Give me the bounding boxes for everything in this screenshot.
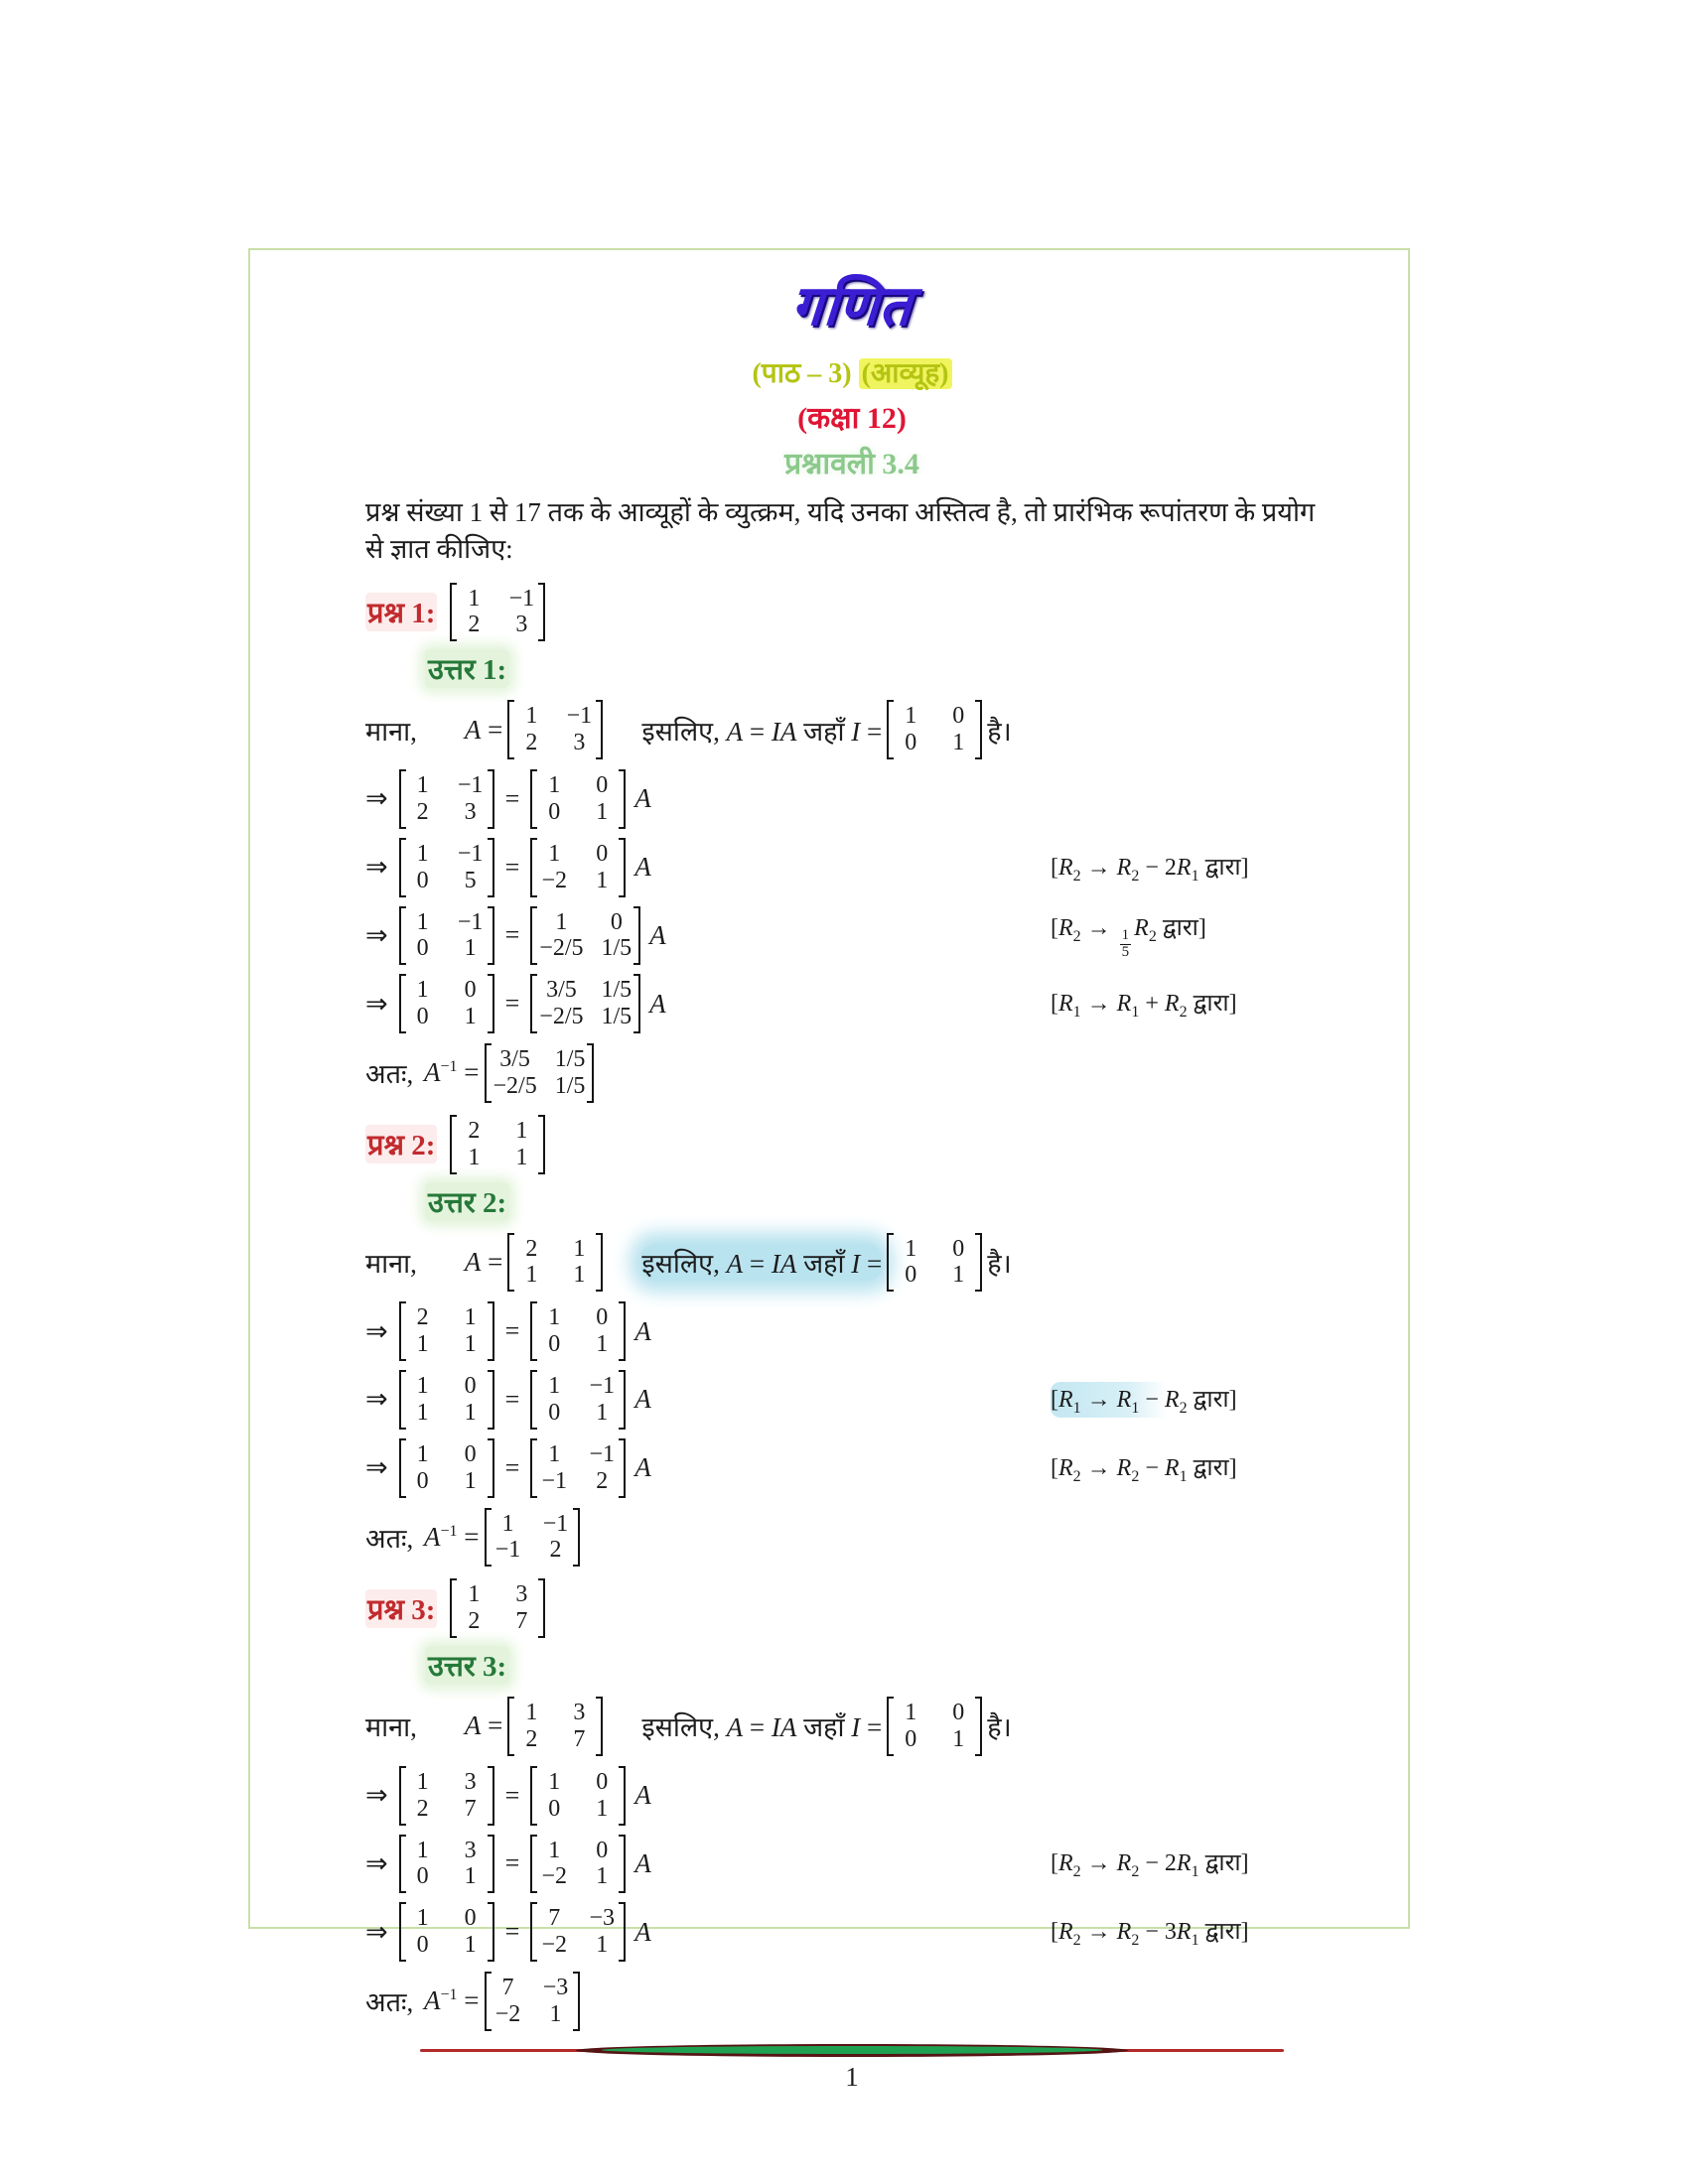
equals-sign: = (504, 1848, 520, 1878)
chapter-line (365, 353, 1338, 391)
matrix (399, 1835, 494, 1894)
implies-arrow-icon: ⇒ (365, 1452, 388, 1484)
solution-step (365, 838, 1338, 897)
matrix-cell: 2 (468, 612, 481, 638)
matrix-cell: 1 (464, 935, 477, 962)
answer-label: उत्तर 2: (425, 1182, 509, 1221)
matrix-cell: 0 (548, 1331, 561, 1358)
matrix-cell: 2 (468, 1117, 481, 1144)
solution-setup (365, 1697, 1338, 1756)
matrix-cell: 1 (416, 1905, 429, 1932)
implies-arrow-icon: ⇒ (365, 919, 388, 951)
matrix-cell: 1 (596, 1932, 609, 1959)
matrix-cell: 7 (573, 1725, 586, 1752)
matrix-cell: 0 (416, 1467, 429, 1494)
result-line (365, 1972, 1338, 2031)
matrix-cell: 1/5 (554, 1046, 586, 1072)
matrix-cell: 1/5 (554, 1072, 586, 1099)
matrix-cell: 1 (573, 1262, 586, 1289)
matrix (530, 1370, 626, 1430)
setup-identity-clause: इसलिए, A = IA जहाँ I = (641, 1712, 883, 1743)
matrix-cell: 1 (548, 1373, 561, 1399)
page-title: गणित (788, 276, 914, 338)
matrix-cell: −3 (589, 1905, 616, 1932)
matrix-variable: A (634, 852, 651, 883)
matrix-cell: 0 (464, 1373, 477, 1399)
matrix (399, 1766, 494, 1826)
matrix (507, 1697, 603, 1756)
matrix (530, 838, 626, 897)
matrix-cell: 1 (905, 1235, 917, 1262)
matrix-cell: −2 (541, 1863, 568, 1890)
matrix-cell: 0 (416, 1004, 429, 1030)
matrix-cell: 1 (416, 772, 429, 798)
question-block (365, 1115, 1338, 1568)
matrix-cell: 1 (464, 1304, 477, 1331)
matrix (450, 1578, 545, 1638)
matrix-cell: 1 (596, 798, 609, 825)
equals-sign: = (504, 920, 520, 950)
matrix (530, 906, 640, 966)
matrix-cell: −1 (566, 703, 593, 730)
matrix-variable: A (634, 1384, 651, 1415)
matrix-cell: 0 (548, 798, 561, 825)
matrix-cell: 5 (464, 867, 477, 893)
matrix-cell: −1 (457, 908, 484, 935)
matrix-cell: 0 (596, 1768, 609, 1795)
matrix-cell: 7 (464, 1795, 477, 1822)
matrix-cell: 0 (905, 1262, 917, 1289)
setup-let: A = (464, 1246, 503, 1277)
matrix (399, 838, 494, 897)
setup-let: A = (464, 1710, 503, 1741)
solution-step (365, 1370, 1338, 1430)
row-operation-note: [$R_2$ → $\frac{1}{5}$ $R_2$ द्वारा] (1051, 915, 1206, 960)
matrix (530, 1766, 626, 1826)
page-number: 1 (845, 2061, 859, 2092)
matrix-cell: 0 (952, 703, 965, 730)
matrix-cell: 0 (905, 1725, 917, 1752)
question-block (365, 1578, 1338, 2031)
matrix-cell: −2 (494, 2000, 521, 2027)
matrix-cell: 1 (525, 703, 538, 730)
matrix-cell: 0 (548, 1399, 561, 1426)
equals-sign: = (504, 783, 520, 813)
setup-tail: है। (987, 716, 1012, 747)
matrix-cell: 7 (501, 1975, 514, 2000)
matrix-cell: 1 (416, 1331, 429, 1358)
matrix-cell: 1 (548, 1304, 561, 1331)
equals-sign: = (504, 1917, 520, 1947)
matrix-cell: 7 (548, 1905, 561, 1932)
matrix-cell: 0 (416, 935, 429, 962)
matrix-cell: −1 (589, 1440, 616, 1467)
matrix-cell: 1 (464, 1331, 477, 1358)
solution-step (365, 769, 1338, 829)
matrix-cell: 2 (525, 1235, 538, 1262)
solution-step (365, 1438, 1338, 1498)
inverse-variable: $A^{-1}$ = (423, 1521, 480, 1552)
implies-arrow-icon: ⇒ (365, 1384, 388, 1416)
matrix-cell: 0 (952, 1700, 965, 1725)
equals-sign: = (504, 1316, 520, 1346)
matrix-cell: 1 (464, 1863, 477, 1890)
solution-step (365, 974, 1338, 1033)
matrix (887, 1697, 982, 1756)
matrix-cell: 1 (548, 840, 561, 867)
setup-lead: माना, (365, 1712, 417, 1743)
inverse-variable: $A^{-1}$ = (423, 1057, 480, 1088)
matrix-cell: 1 (596, 1399, 609, 1426)
matrix-cell: 1 (468, 1144, 481, 1170)
row-operation-note: [$R_2 \to R_2 - 2R_1$ द्वारा] (1051, 1850, 1249, 1881)
matrix-cell: −1 (589, 1373, 616, 1399)
matrix-variable: A (634, 1780, 651, 1811)
matrix-cell: 3 (573, 730, 586, 756)
row-operation-note: [$R_1 \to R_1 - R_2$ द्वारा] (1051, 1382, 1237, 1418)
matrix (399, 769, 494, 829)
matrix-cell: 0 (464, 977, 477, 1004)
matrix-cell: 1 (573, 1235, 586, 1262)
solution-step (365, 906, 1338, 966)
solution-setup (365, 1233, 1338, 1293)
result-line (365, 1508, 1338, 1568)
matrix-cell: 1 (416, 908, 429, 935)
matrix-cell: 1 (416, 1440, 429, 1467)
matrix-cell: 0 (464, 1905, 477, 1932)
matrix-cell: 1 (952, 1725, 965, 1752)
result-lead: अतः, (365, 1059, 414, 1090)
matrix (530, 1835, 626, 1894)
equals-sign: = (504, 852, 520, 882)
matrix (530, 1301, 626, 1361)
matrix-cell: 1 (548, 772, 561, 798)
matrix (450, 1115, 545, 1174)
questions-container (365, 579, 1338, 2043)
matrix-cell: 3 (515, 612, 528, 638)
answer-label: उत्तर 3: (425, 1646, 509, 1685)
row-operation-note: [$R_1 \to R_1 + R_2$ द्वारा] (1051, 991, 1237, 1022)
matrix (507, 1233, 603, 1293)
equals-sign: = (504, 989, 520, 1019)
matrix-variable: A (634, 783, 651, 814)
row-operation-note: [$R_2 \to R_2 - 2R_1$ द्वारा] (1051, 854, 1249, 885)
matrix-cell: 1 (468, 585, 481, 612)
question-label: प्रश्न 2: (365, 1125, 437, 1163)
matrix-cell: 2 (416, 1795, 429, 1822)
matrix-cell: −1 (457, 840, 484, 867)
matrix-cell: 1 (416, 840, 429, 867)
matrix-cell: 1 (464, 1932, 477, 1959)
matrix (485, 1508, 580, 1568)
setup-lead: माना, (365, 716, 417, 747)
chapter-number: (पाठ – 3) (752, 358, 852, 389)
setup-identity-clause: इसलिए, A = IA जहाँ I = (641, 716, 883, 747)
matrix-variable: A (634, 1315, 651, 1346)
divider-lens-green (602, 2046, 1103, 2054)
matrix-cell: 1 (416, 977, 429, 1004)
question-label: प्रश्न 3: (365, 1589, 437, 1628)
question-line (365, 1115, 1338, 1174)
matrix-cell: −1 (542, 1510, 569, 1537)
matrix-cell: 1 (416, 1837, 429, 1863)
matrix-variable: A (649, 988, 666, 1019)
page-footer (365, 2043, 1338, 2097)
matrix-cell: 1 (464, 1004, 477, 1030)
matrix-cell: 1 (525, 1262, 538, 1289)
matrix (399, 1438, 494, 1498)
matrix-cell: −2/5 (539, 1004, 584, 1030)
matrix-cell: 0 (596, 772, 609, 798)
matrix-cell: 3/5 (499, 1046, 530, 1072)
matrix-cell: 1 (596, 1331, 609, 1358)
question-line (365, 583, 1338, 642)
setup-tail: है। (987, 1248, 1012, 1279)
answer-label: उत्तर 1: (425, 649, 509, 688)
matrix-cell: 2 (468, 1608, 481, 1635)
matrix-variable: A (634, 1452, 651, 1483)
intro-text: प्रश्न संख्या 1 से 17 तक के आव्यूहों के व्युत्क्रम, यदि उनका अस्तित्व है, तो प्रारंभिक रूपांतरण के प्रयोग से ज्ञात कीजिए: (365, 497, 1316, 565)
question-line (365, 1578, 1338, 1638)
matrix-cell: 1 (464, 1399, 477, 1426)
matrix-cell: 1 (416, 1399, 429, 1426)
matrix-cell: 0 (548, 1795, 561, 1822)
matrix-cell: 3 (464, 1837, 477, 1863)
matrix (399, 1370, 494, 1430)
matrix-cell: 1 (548, 1837, 561, 1863)
implies-arrow-icon: ⇒ (365, 783, 388, 815)
equals-sign: = (504, 1780, 520, 1810)
setup-let: A = (464, 714, 503, 745)
solution-step (365, 1835, 1338, 1894)
matrix (485, 1043, 595, 1103)
matrix-cell: 2 (416, 1304, 429, 1331)
matrix-cell: 1 (548, 1440, 561, 1467)
matrix (399, 1301, 494, 1361)
matrix-cell: 1 (555, 908, 568, 935)
matrix-cell: 1 (549, 2000, 562, 2027)
matrix-cell: 1 (416, 1373, 429, 1399)
matrix-cell: 1 (468, 1581, 481, 1608)
matrix-cell: 2 (525, 1725, 538, 1752)
matrix (887, 700, 982, 759)
row-operation-note: [$R_2 \to R_2 - R_1$ द्वारा] (1051, 1454, 1237, 1485)
matrix-cell: −1 (508, 585, 535, 612)
inverse-variable: $A^{-1}$ = (423, 1985, 480, 2016)
matrix-variable: A (634, 1847, 651, 1878)
result-lead: अतः, (365, 1523, 414, 1554)
matrix-cell: −2/5 (492, 1072, 537, 1099)
matrix-cell: −2 (541, 1932, 568, 1959)
implies-arrow-icon: ⇒ (365, 1780, 388, 1812)
matrix (530, 974, 640, 1033)
matrix (450, 583, 545, 642)
matrix-cell: 7 (515, 1608, 528, 1635)
solution-setup (365, 700, 1338, 759)
matrix-cell: 1 (416, 1768, 429, 1795)
matrix-cell: 1 (515, 1144, 528, 1170)
matrix-cell: 0 (596, 1304, 609, 1331)
result-line (365, 1043, 1338, 1103)
setup-tail: है। (987, 1712, 1012, 1743)
solution-step (365, 1301, 1338, 1361)
matrix-cell: −2 (541, 867, 568, 893)
matrix-cell: −1 (541, 1467, 568, 1494)
solution-step (365, 1766, 1338, 1826)
matrix (530, 1902, 626, 1962)
matrix-cell: 1 (464, 1467, 477, 1494)
matrix-cell: 3 (464, 1768, 477, 1795)
matrix-cell: 2 (525, 730, 538, 756)
matrix-cell: 0 (905, 730, 917, 756)
matrix (507, 700, 603, 759)
solution-step (365, 1902, 1338, 1962)
matrix-cell: 0 (610, 908, 623, 935)
matrix-cell: 1 (596, 867, 609, 893)
implies-arrow-icon: ⇒ (365, 988, 388, 1020)
matrix-cell: 1 (596, 1795, 609, 1822)
matrix-cell: 1 (548, 1768, 561, 1795)
chapter-topic: (आव्यूह) (859, 358, 952, 389)
equals-sign: = (504, 1384, 520, 1414)
implies-arrow-icon: ⇒ (365, 1916, 388, 1948)
result-lead: अतः, (365, 1987, 414, 2018)
matrix-cell: 1/5 (601, 935, 633, 962)
matrix-cell: −1 (494, 1537, 521, 1564)
matrix-cell: 1 (596, 1863, 609, 1890)
matrix (530, 1438, 626, 1498)
implies-arrow-icon: ⇒ (365, 1847, 388, 1879)
equals-sign: = (504, 1452, 520, 1482)
matrix-cell: 3 (573, 1700, 586, 1725)
matrix-cell: 1 (905, 1700, 917, 1725)
matrix-cell: 3 (515, 1581, 528, 1608)
matrix (399, 906, 494, 966)
matrix (530, 769, 626, 829)
matrix-cell: 0 (596, 1837, 609, 1863)
class-line: (कक्षा 12) (797, 402, 907, 435)
matrix-cell: 3/5 (546, 977, 577, 1004)
matrix-cell: −1 (457, 772, 484, 798)
matrix-cell: 0 (596, 840, 609, 867)
matrix (485, 1972, 580, 2031)
matrix (399, 1902, 494, 1962)
exercise-line: प्रश्नावली 3.4 (784, 448, 919, 480)
setup-lead: माना, (365, 1248, 417, 1279)
matrix-cell: 1 (952, 730, 965, 756)
matrix-variable: A (649, 919, 666, 950)
matrix-cell: 2 (549, 1537, 562, 1564)
implies-arrow-icon: ⇒ (365, 852, 388, 884)
matrix-cell: 0 (952, 1235, 965, 1262)
row-operation-note: [$R_2 \to R_2 - 3R_1$ द्वारा] (1051, 1919, 1249, 1950)
matrix-cell: 3 (464, 798, 477, 825)
matrix (399, 974, 494, 1033)
matrix-cell: 0 (464, 1440, 477, 1467)
matrix-cell: 0 (416, 1932, 429, 1959)
footer-divider-ornament (420, 2043, 1284, 2058)
matrix-cell: 0 (416, 867, 429, 893)
matrix-cell: 1 (905, 703, 917, 730)
implies-arrow-icon: ⇒ (365, 1315, 388, 1347)
matrix-cell: 1 (952, 1262, 965, 1289)
question-label: प्रश्न 1: (365, 593, 437, 631)
matrix (887, 1233, 982, 1293)
matrix-cell: 2 (596, 1467, 609, 1494)
matrix-cell: 0 (416, 1863, 429, 1890)
page-sheet (248, 248, 1410, 2092)
matrix-cell: 1/5 (601, 1004, 633, 1030)
matrix-cell: 1 (501, 1510, 514, 1537)
matrix-cell: 1 (515, 1117, 528, 1144)
matrix-cell: −2/5 (539, 935, 584, 962)
setup-identity-clause: इसलिए, A = IA जहाँ I = (641, 1244, 882, 1281)
matrix-cell: 1/5 (601, 977, 633, 1004)
matrix-variable: A (634, 1916, 651, 1947)
matrix-cell: 1 (525, 1700, 538, 1725)
matrix-cell: 2 (416, 798, 429, 825)
question-block (365, 583, 1338, 1103)
matrix-cell: −3 (542, 1975, 569, 2000)
